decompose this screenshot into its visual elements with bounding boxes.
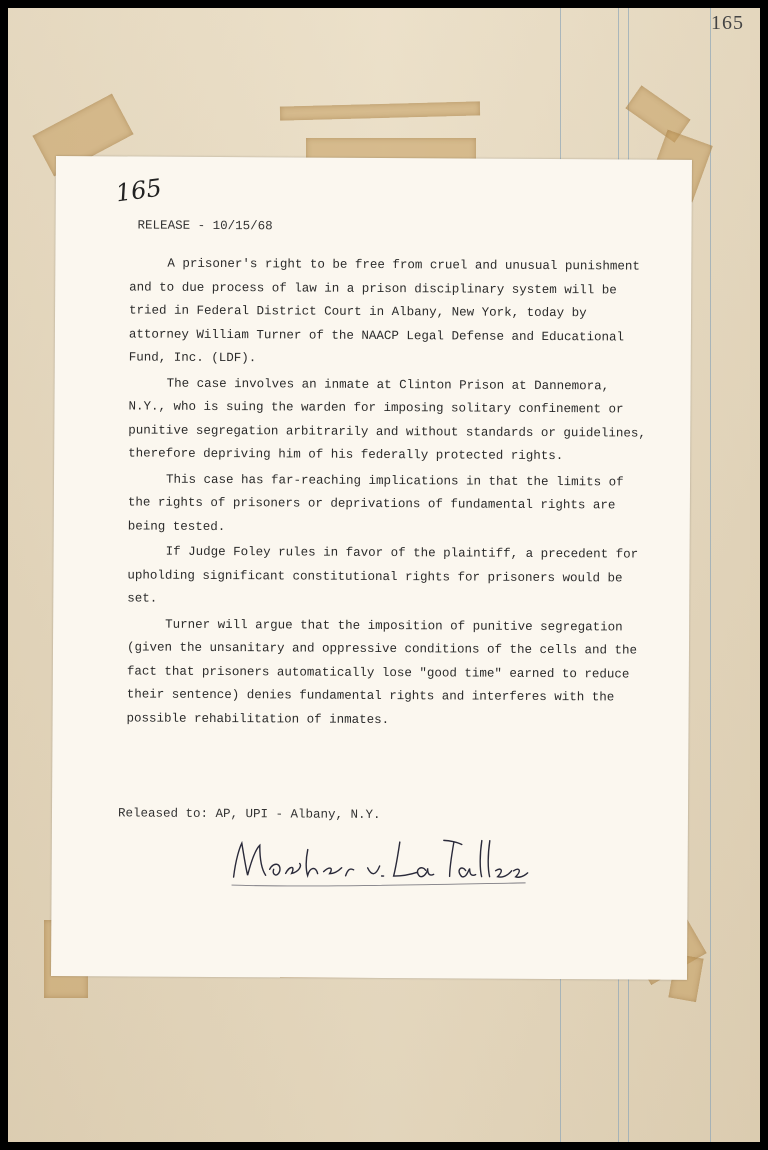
archive-page-number: 165 — [711, 12, 744, 34]
body-paragraph: This case has far-reaching implications in that the limits of the rights of prisoners or deprivations of fundamental rights are being tested. — [127, 472, 624, 534]
release-date-line: RELEASE - 10/15/68 — [137, 218, 273, 234]
tape-strip — [280, 101, 480, 120]
released-to-line: Released to: AP, UPI - Albany, N.Y. — [117, 806, 381, 822]
body-paragraph: Turner will argue that the imposition of punitive segregation (given the unsanitary and oppressive conditions of the cells and the fact that prisoners automatically lose "good time" earned to reduce their sentence) denies fundamental rights and interferes with the possible rehabilitation of inmates. — [126, 617, 638, 727]
release-body — [126, 252, 649, 735]
body-paragraph: A prisoner's right to be free from cruel and unusual punishment and to due process of law in a prison disciplinary system will be tried in Federal District Court in Albany, New York, today by attorney William Turner of the NAACP Legal Defense and Educational Fund, Inc. (LDF). — [128, 256, 640, 366]
archive-scan — [8, 8, 760, 1142]
ledger-line — [710, 8, 711, 1142]
signature-drawing — [230, 829, 530, 891]
body-paragraph: If Judge Foley rules in favor of the plaintiff, a precedent for upholding significant constitutional rights for prisoners would be set. — [127, 544, 639, 606]
body-paragraph: The case involves an inmate at Clinton Prison at Dannemora, N.Y., who is suing the warden for imposing solitary confinement or punitive segregation arbitrarily and without standards or guidelines, therefore depriving him of his federally protected rights. — [128, 376, 646, 464]
press-release-sheet — [51, 156, 692, 980]
handwritten-page-number: 165 — [114, 173, 164, 208]
handwritten-signature — [229, 829, 529, 896]
